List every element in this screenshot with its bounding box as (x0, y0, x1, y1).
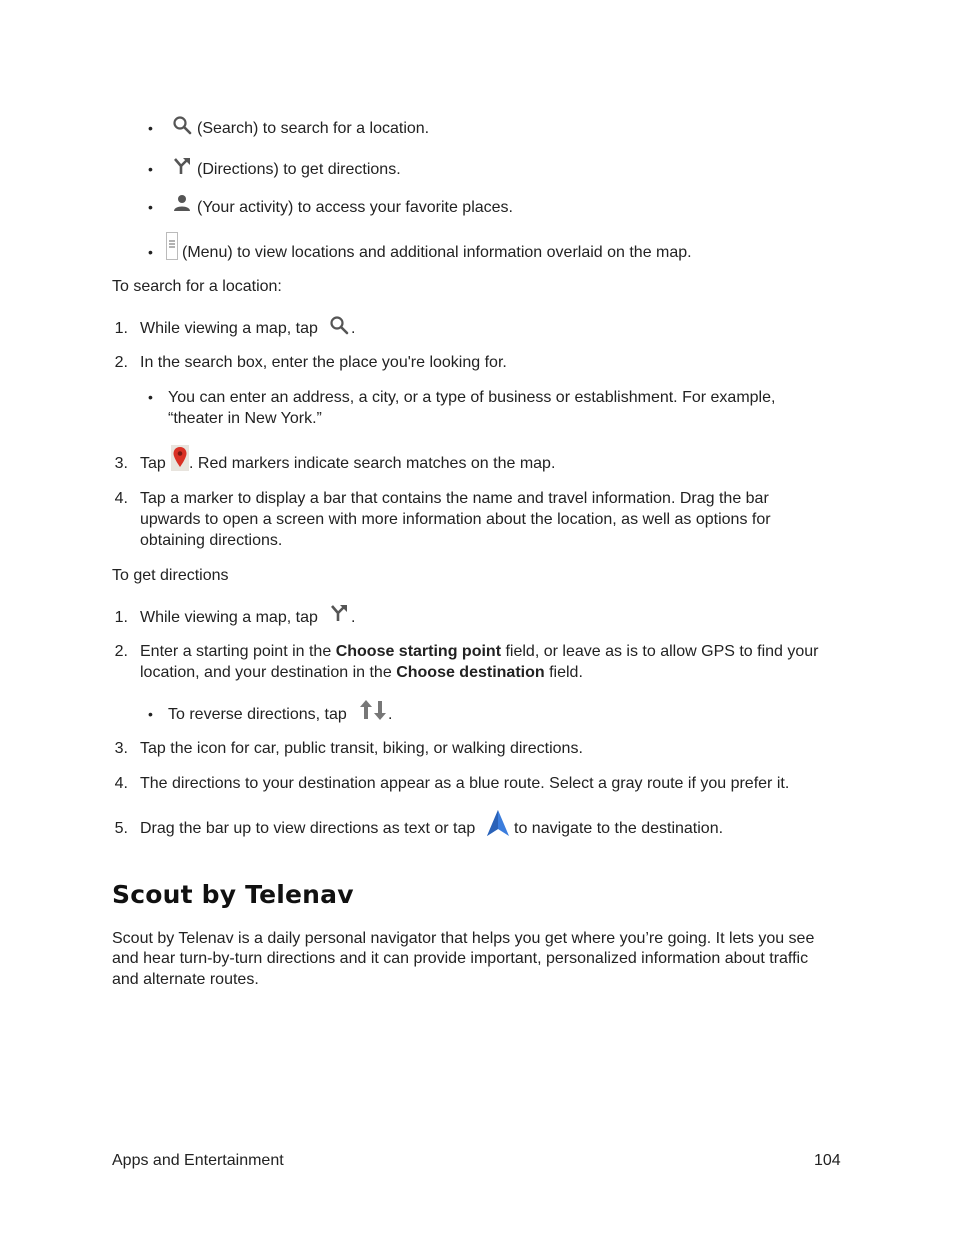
bullet: • (148, 244, 153, 260)
step-text: upwards to open a screen with more information about the location, as well as options for (140, 511, 771, 528)
step-text: While viewing a map, tap (140, 609, 318, 626)
step-text (140, 662, 583, 683)
directions-heading: To get directions (112, 567, 229, 584)
person-icon (173, 194, 191, 217)
step-number: 5. (114, 820, 128, 837)
step-text (140, 641, 819, 662)
step-text-part: field, or leave as is to allow GPS to find your (505, 643, 819, 660)
sub-bullet-text: “theater in New York.” (168, 410, 322, 427)
sub-bullet-text: To reverse directions, tap (168, 706, 347, 723)
step-text: The directions to your destination appear as a blue route. Select a gray route if you prefer it. (140, 775, 790, 792)
sub-bullet-text-end: . (388, 706, 393, 723)
directions-icon (172, 156, 192, 181)
step-number: 4. (114, 775, 128, 792)
step-number: 2. (114, 643, 128, 660)
step-text: Drag the bar up to view directions as text or tap (140, 820, 476, 837)
body-text: Scout by Telenav is a daily personal navigator that helps you get where you’re going. It lets you see (112, 930, 815, 947)
directions-icon (329, 603, 349, 628)
step-text-end: to navigate to the destination. (514, 820, 724, 837)
page-number: 104 (814, 1152, 841, 1169)
step-text-part: field. (549, 664, 583, 681)
step-text-part: location, and your destination in the (140, 664, 392, 681)
swap-arrows-icon (359, 699, 387, 726)
bullet: • (148, 199, 153, 215)
step-text-end: . (351, 320, 356, 337)
bullet-text: (Search) to search for a location. (197, 120, 430, 137)
step-text: Tap the icon for car, public transit, biking, or walking directions. (140, 740, 583, 757)
choose-destination-label: Choose destination (396, 664, 545, 681)
choose-starting-point-label: Choose starting point (335, 643, 502, 660)
search-icon (172, 115, 192, 140)
step-text-part: Enter a starting point in the (140, 643, 332, 660)
step-number: 2. (114, 354, 128, 371)
map-marker-icon (171, 445, 189, 476)
navigation-arrow-icon (486, 809, 510, 842)
step-number: 1. (114, 609, 128, 626)
step-text-end: . Red markers indicate search matches on the map. (189, 455, 556, 472)
menu-icon (166, 232, 178, 265)
bullet: • (148, 389, 153, 405)
step-text-end: . (351, 609, 356, 626)
bullet-text: (Menu) to view locations and additional information overlaid on the map. (182, 244, 692, 261)
bullet: • (148, 161, 153, 177)
step-text: While viewing a map, tap (140, 320, 318, 337)
search-icon (329, 315, 349, 340)
bullet: • (148, 706, 153, 722)
bullet: • (148, 120, 153, 136)
step-text: In the search box, enter the place you're looking for. (140, 354, 507, 371)
step-text: Tap a marker to display a bar that contains the name and travel information. Drag the bar (140, 490, 769, 507)
body-text: and hear turn-by-turn directions and it can provide important, personalized information about traffic (112, 950, 809, 967)
step-number: 4. (114, 490, 128, 507)
footer-section-name: Apps and Entertainment (112, 1152, 284, 1169)
step-number: 1. (114, 320, 128, 337)
step-text: obtaining directions. (140, 532, 283, 549)
sub-bullet-text: You can enter an address, a city, or a type of business or establishment. For example, (168, 389, 776, 406)
section-title: Scout by Telenav (112, 880, 354, 909)
step-number: 3. (114, 740, 128, 757)
bullet-text: (Directions) to get directions. (197, 161, 401, 178)
bullet-text: (Your activity) to access your favorite places. (197, 199, 513, 216)
step-number: 3. (114, 455, 128, 472)
step-text: Tap (140, 455, 166, 472)
search-heading: To search for a location: (112, 278, 282, 295)
body-text: and alternate routes. (112, 971, 259, 988)
